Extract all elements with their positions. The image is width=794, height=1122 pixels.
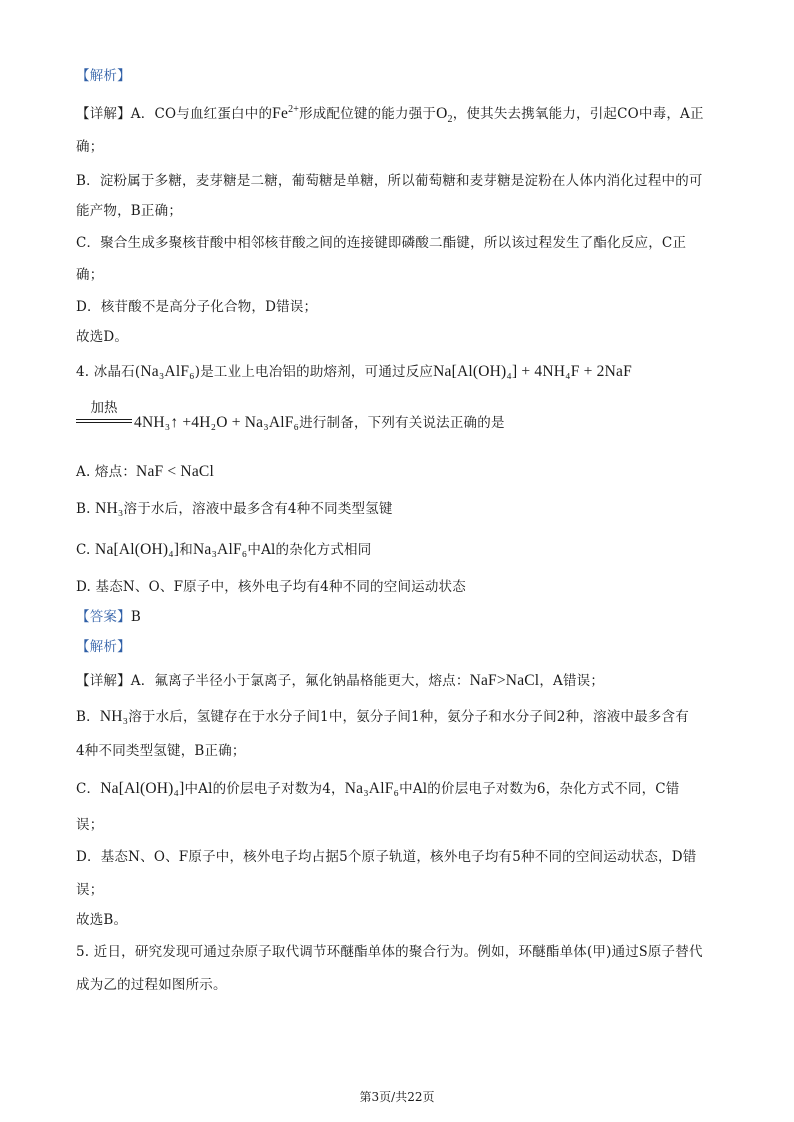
- double-line-bottom: [76, 422, 132, 423]
- answer-line: [76, 607, 734, 627]
- q4-detail-b-line1: B．NH₃溶于水后，氢键存在于水分子间1中，氨分子间1种，氨分子和水分子间2种，溶液中最多含有: [76, 708, 689, 725]
- q3-detail-c-line1: C．聚合生成多聚核苷酸中相邻核苷酸之间的连接键即磷酸二酯键，所以该过程发生了酯化反应，C正: [76, 235, 687, 251]
- q3-detail-a-line1: 【详解】A．CO与血红蛋白中的$Fe^{2+}$形成配位键的能力强于$O_2$，使其失去携氧能力，引起CO中毒，A正: [76, 103, 704, 126]
- q4-detail-a: 【详解】A．氟离子半径小于氯离子，氟化钠晶格能更大，熔点：NaF>NaCl，A错误；: [76, 672, 605, 689]
- q4-option-c: C. Na[Al(OH)₄]和Na₃AlF₆中Al的杂化方式相同: [76, 541, 372, 558]
- heating-label: 加热: [90, 400, 118, 416]
- q4-stem-line1: 4. 冰晶石(Na₃AlF₆)是工业上电冶铝的助熔剂，可通过反应Na[Al(OH)₄] + 4NH₄F + 2NaF: [76, 363, 632, 380]
- analysis-label: 【解析】: [76, 68, 131, 84]
- answer-value: B: [130, 609, 141, 625]
- q4-stem-line2: 4NH₃↑ +4H₂O + Na₃AlF₆进行制备，下列有关说法正确的是: [134, 414, 505, 431]
- q4-detail-b-line2: 4种不同类型氢键，B正确；: [76, 743, 246, 759]
- q3-detail-b-line2: 能产物，B正确；: [76, 203, 183, 219]
- q5-line2: 成为乙的过程如图所示。: [76, 977, 227, 993]
- q4-option-a: A. 熔点：NaF < NaCl: [76, 463, 214, 480]
- q4-option-d: D. 基态N、O、F原子中，核外电子均有4种不同的空间运动状态: [76, 579, 466, 595]
- q3-detail-d: D．核苷酸不是高分子化合物，D错误；: [76, 299, 318, 315]
- analysis-label: 【解析】: [76, 639, 131, 655]
- q3-detail-c-line2: 确；: [76, 267, 104, 283]
- double-line-top: [76, 419, 132, 420]
- q4-detail-d-line1: D．基态N、O、F原子中，核外电子均占据5个原子轨道，核外电子均有5种不同的空间运动状态，D错: [76, 849, 697, 865]
- q4-choice: 故选B。: [76, 912, 128, 928]
- q3-detail-a-line2: 确；: [76, 139, 104, 155]
- heating-condition-symbol: [76, 400, 132, 430]
- q4-detail-c-line1: C．Na[Al(OH)₄]中Al的价层电子对数为4，Na₃AlF₆中Al的价层电子对数为6，杂化方式不同，C错: [76, 780, 680, 797]
- answer-label: 【答案】: [76, 609, 131, 625]
- q5-line1: 5. 近日，研究发现可通过杂原子取代调节环醚酯单体的聚合行为。例如，环醚酯单体(甲)通过S原子替代: [76, 943, 703, 960]
- q4-option-b: B. NH₃溶于水后，溶液中最多含有4种不同类型氢键: [76, 500, 393, 517]
- q4-detail-d-line2: 误；: [76, 882, 104, 898]
- q3-detail-b-line1: B．淀粉属于多糖，麦芽糖是二糖，葡萄糖是单糖，所以葡萄糖和麦芽糖是淀粉在人体内消化过程中的可: [76, 173, 703, 189]
- q4-detail-c-line2: 误；: [76, 817, 104, 833]
- page-footer: 第3页/共22页: [359, 1090, 435, 1104]
- q3-choice: 故选D。: [76, 329, 129, 345]
